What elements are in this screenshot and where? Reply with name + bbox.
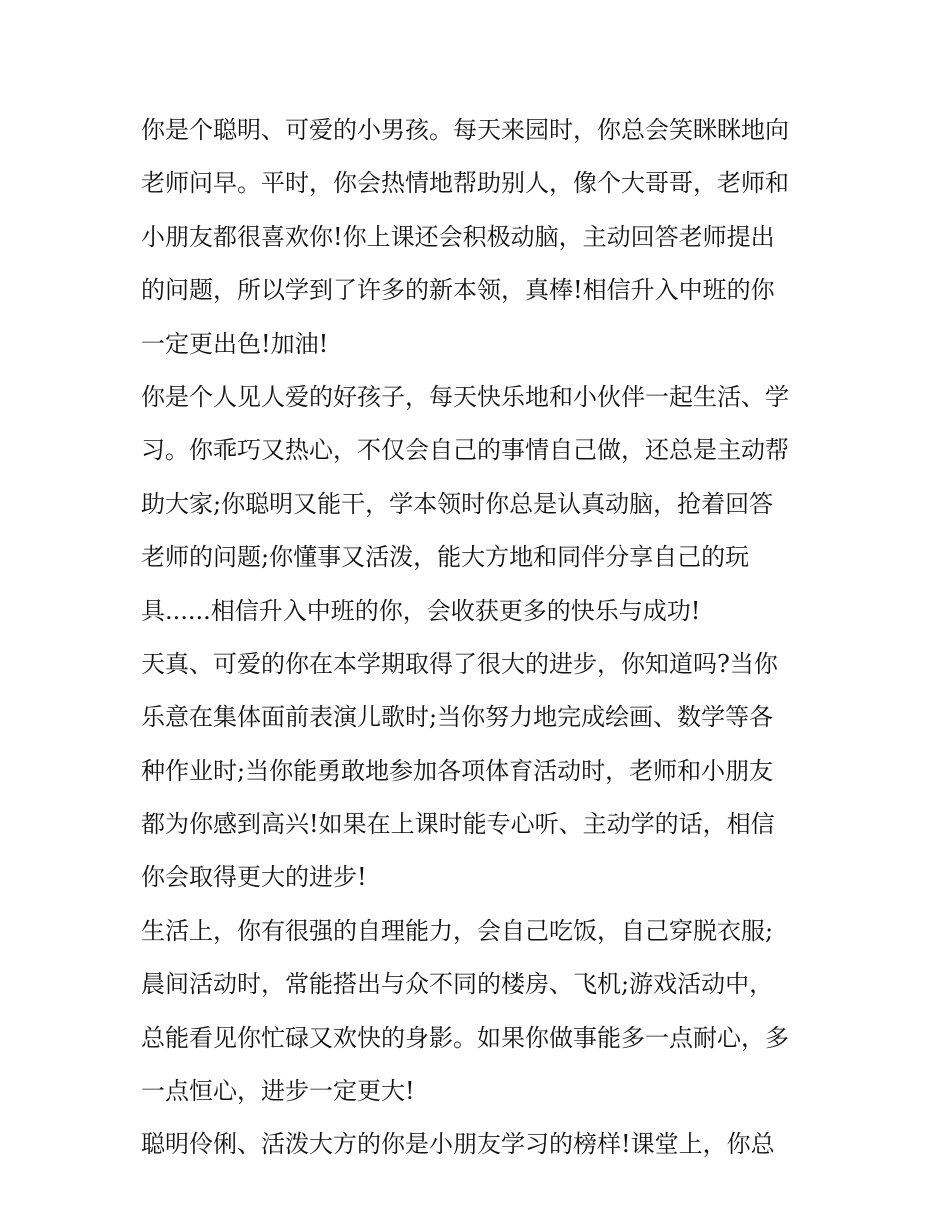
text-line: 生活上，你有很强的自理能力，会自己吃饭，自己穿脱衣服; xyxy=(141,916,774,945)
text-line: 种作业时;当你能勇敢地参加各项体育活动时，老师和小朋友 xyxy=(141,756,774,785)
text-line: 一点恒心，进步一定更大! xyxy=(141,1077,415,1106)
text-line: 聪明伶俐、活泼大方的你是小朋友学习的榜样!课堂上，你总 xyxy=(141,1130,775,1159)
text-line: 天真、可爱的你在本学期取得了很大的进步，你知道吗?当你 xyxy=(141,649,778,678)
text-line: 的问题，所以学到了许多的新本领，真棒!相信升入中班的你 xyxy=(141,276,775,305)
text-line: 习。你乖巧又热心，不仅会自己的事情自己做，还总是主动帮 xyxy=(141,436,789,465)
text-line: 具......相信升入中班的你，会收获更多的快乐与成功! xyxy=(141,596,701,625)
text-line: 老师的问题;你懂事又活泼，能大方地和同伴分享自己的玩 xyxy=(141,543,750,572)
text-line: 小朋友都很喜欢你!你上课还会积极动脑，主动回答老师提出 xyxy=(141,222,775,251)
text-line: 一定更出色!加油! xyxy=(141,329,329,358)
text-line: 乐意在集体面前表演儿歌时;当你努力地完成绘画、数学等各 xyxy=(141,703,774,732)
text-line: 助大家;你聪明又能干，学本领时你总是认真动脑，抢着回答 xyxy=(141,489,774,518)
text-line: 晨间活动时，常能搭出与众不同的楼房、飞机;游戏活动中， xyxy=(141,970,774,999)
text-line: 你是个聪明、可爱的小男孩。每天来园时，你总会笑眯眯地向 xyxy=(141,116,789,144)
document-body xyxy=(141,104,821,1172)
text-line: 你是个人见人爱的好孩子，每天快乐地和小伙伴一起生活、学 xyxy=(141,382,789,411)
text-line: 总能看见你忙碌又欢快的身影。如果你做事能多一点耐心，多 xyxy=(141,1023,789,1052)
text-line: 都为你感到高兴!如果在上课时能专心听、主动学的话，相信 xyxy=(141,810,775,839)
text-line: 老师问早。平时，你会热情地帮助别人，像个大哥哥，老师和 xyxy=(141,169,789,198)
text-line: 你会取得更大的进步! xyxy=(141,863,367,892)
